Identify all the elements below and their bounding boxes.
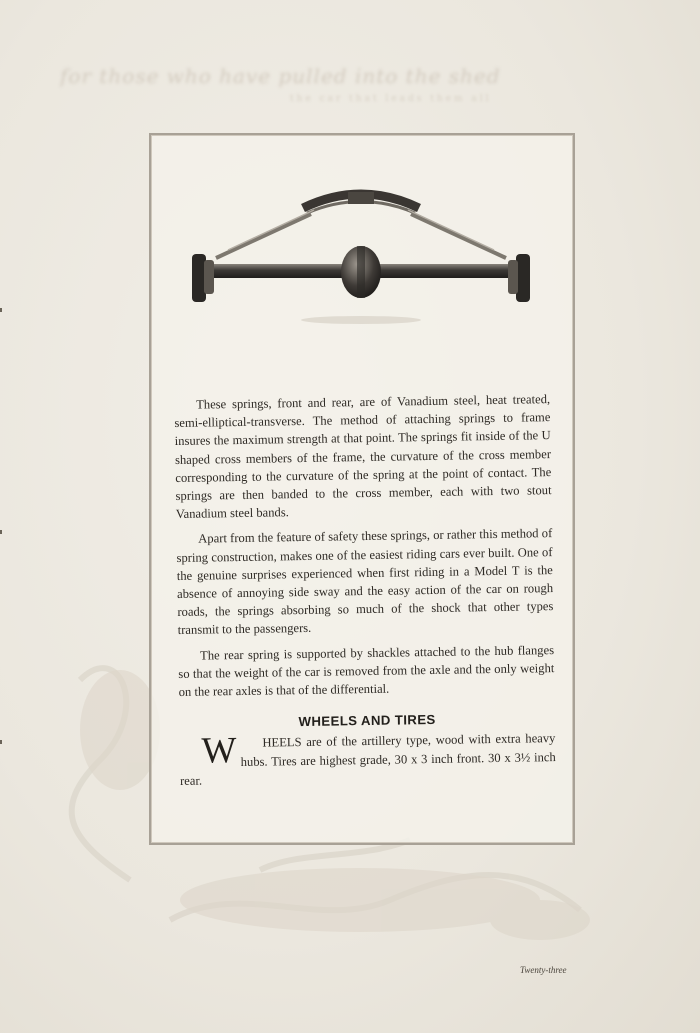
left-margin-mark xyxy=(0,530,2,534)
body-paragraph: Apart from the feature of safety these springs, or rather this method of spring construction, makes one of the easiest riding cars ever built. One of the genuine surprises experienced when first riding in a Model T is the absence of annoying side sway and the easy action of the car on rough roads, the springs absorbing so much of the shock that other types transmit to the passengers. xyxy=(176,526,554,638)
left-margin-mark xyxy=(0,740,2,744)
rear-axle-and-spring-illustration xyxy=(186,180,536,330)
wheels-text: HEELS are of the artillery type, wood with extra heavy hubs. Tires are highest grade, 30 x 3 inch front. 30 x 3½ inch rear. xyxy=(179,731,556,788)
page-number: Twenty-three xyxy=(520,965,567,975)
wheels-paragraph xyxy=(179,730,556,791)
faded-show-through-heading: for those who have pulled into the shed xyxy=(60,64,501,88)
body-paragraph: These springs, front and rear, are of Vanadium steel, heat treated, semi-elliptical-transverse. The method of attaching springs to frame insures the maximum strength at that point. The springs fit inside of the U shaped cross members of the frame, the curvature of the cross member corresponding to the curvature of the spring at the point of contact. The springs are then banded to the cross member, each with two stout Vanadium steel bands. xyxy=(174,392,552,522)
drop-cap-letter: W xyxy=(201,730,237,773)
faded-show-through-subheading: the car that leads them all xyxy=(290,94,492,104)
body-paragraph: The rear spring is supported by shackles attached to the hub flanges so that the weight of the car is removed from the axle and the only weight on the rear axles is that of the differential. xyxy=(178,642,555,700)
article-body xyxy=(174,390,556,797)
left-margin-mark xyxy=(0,308,2,312)
section-heading: WHEELS AND TIRES xyxy=(298,712,436,730)
